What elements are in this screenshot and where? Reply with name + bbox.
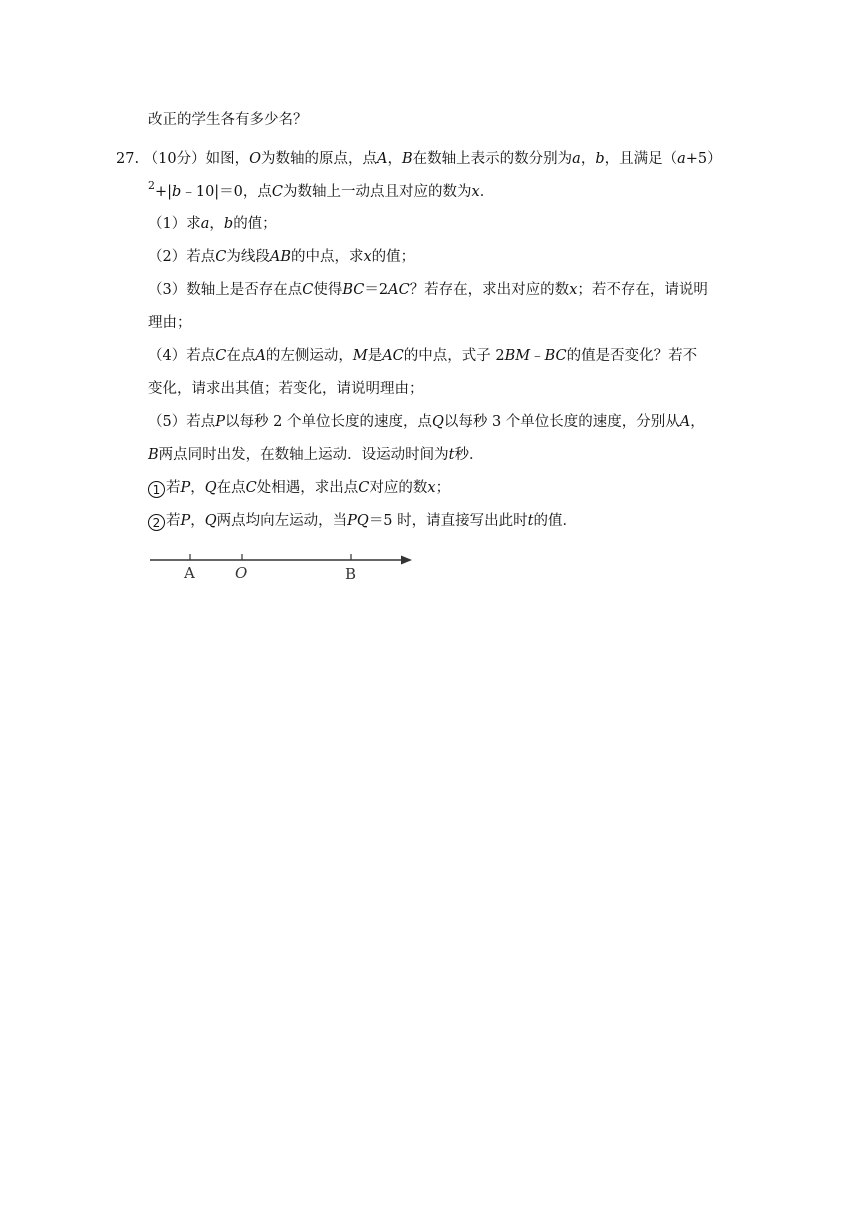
q27-sub5-line1: （5）若点P以每秒 2 个单位长度的速度，点Q以每秒 3 个单位长度的速度，分别从A， bbox=[148, 414, 705, 430]
q27-sub3-line2: 理由； bbox=[148, 315, 192, 331]
q27-stem-line1: 27. （10分）如图，O为数轴的原点，点A，B在数轴上表示的数分别为a，b，且满足（a+5） bbox=[116, 151, 722, 167]
q27-sub4-line1: （4）若点C在点A的左侧运动，M是AC的中点，式子 2BM﹣BC的值是否变化？若不 bbox=[148, 348, 698, 364]
q27-sub3-line1: （3）数轴上是否存在点C使得BC＝2AC？若存在，求出对应的数x；若不存在，请说明 bbox=[148, 282, 708, 298]
q27-stem-sup: 2 bbox=[148, 179, 155, 192]
q27-stem-line2: +|b﹣10|＝0，点C为数轴上一动点且对应的数为x． bbox=[155, 184, 495, 200]
q27-sub2: （2）若点C为线段AB的中点，求x的值； bbox=[148, 249, 416, 265]
q27-sub4-line2: 变化，请求出其值；若变化，请说明理由； bbox=[148, 381, 424, 397]
q27-part2: 2 若P，Q两点均向左运动，当PQ＝5 时，请直接写出此时t的值． bbox=[148, 511, 577, 531]
prev-question-tail: 改正的学生各有多少名？ bbox=[148, 112, 308, 128]
circled-number-2: 2 bbox=[148, 514, 165, 531]
q27-sub1: （1）求a，b的值； bbox=[148, 216, 277, 232]
circled-number-1: 1 bbox=[148, 481, 165, 498]
label-a: A bbox=[184, 564, 195, 582]
q27-part1: 1 若P，Q在点C处相遇，求出点C对应的数x； bbox=[148, 478, 450, 498]
q27-number: 27. bbox=[116, 151, 140, 167]
q27-score: （10分） bbox=[143, 151, 206, 167]
axis-arrow-icon bbox=[401, 556, 412, 565]
q27-sub5-line2: B两点同时出发，在数轴上运动．设运动时间为t秒． bbox=[148, 447, 484, 463]
number-line-figure bbox=[148, 550, 416, 584]
label-o: O bbox=[235, 564, 248, 582]
label-b: B bbox=[345, 565, 357, 583]
